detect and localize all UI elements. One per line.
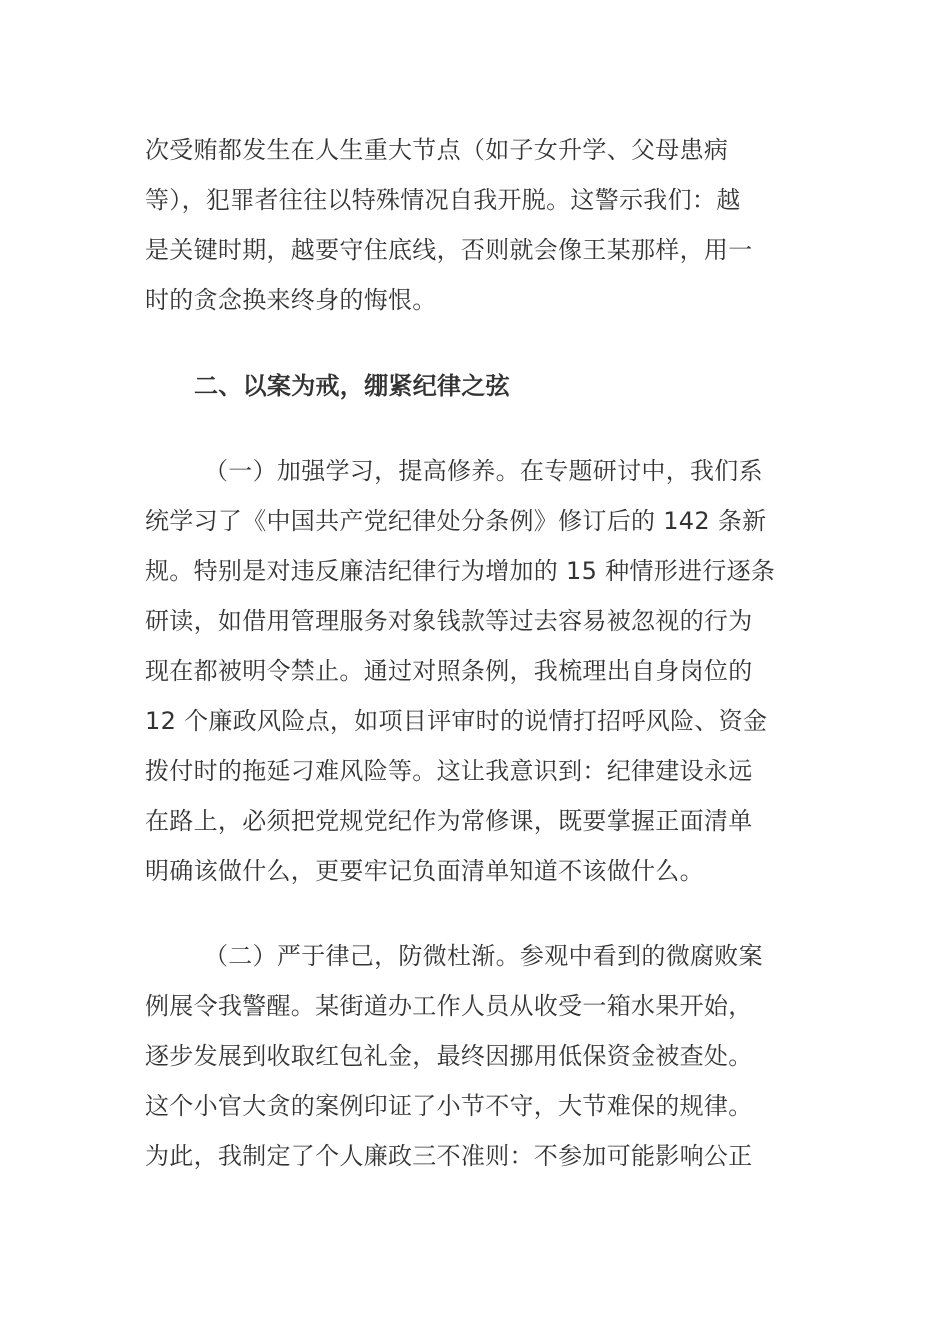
para3-line-2: 例展令我警醒。某街道办工作人员从收受一箱水果开始， bbox=[145, 992, 753, 1020]
para1-line-4: 时的贪念换来终身的悔恨。 bbox=[145, 286, 437, 314]
para3-line-5: 为此，我制定了个人廉政三不准则：不参加可能影响公正 bbox=[145, 1142, 753, 1170]
para2-line-6: 12 个廉政风险点，如项目评审时的说情打招呼风险、资金 bbox=[145, 707, 768, 735]
para3-line-1: （二）严于律己，防微杜渐。参观中看到的微腐败案 bbox=[204, 942, 763, 970]
para2-line-7: 拨付时的拖延刁难风险等。这让我意识到：纪律建设永远 bbox=[145, 757, 753, 785]
para2-line-2: 统学习了《中国共产党纪律处分条例》修订后的 142 条新 bbox=[145, 507, 767, 535]
section-heading: 二、以案为戒，绷紧纪律之弦 bbox=[194, 372, 510, 400]
para1-line-1: 次受贿都发生在人生重大节点（如子女升学、父母患病 bbox=[145, 136, 729, 164]
para2-line-9: 明确该做什么，更要牢记负面清单知道不该做什么。 bbox=[145, 857, 704, 885]
para3-line-3: 逐步发展到收取红包礼金，最终因挪用低保资金被查处。 bbox=[145, 1042, 753, 1070]
para3-line-4: 这个小官大贪的案例印证了小节不守，大节难保的规律。 bbox=[145, 1092, 753, 1120]
para2-line-4: 研读，如借用管理服务对象钱款等过去容易被忽视的行为 bbox=[145, 607, 753, 635]
para2-line-8: 在路上，必须把党规党纪作为常修课，既要掌握正面清单 bbox=[145, 807, 753, 835]
para2-line-3: 规。特别是对违反廉洁纪律行为增加的 15 种情形进行逐条 bbox=[145, 557, 776, 585]
para2-line-1: （一）加强学习，提高修养。在专题研讨中，我们系 bbox=[204, 457, 763, 485]
para2-line-5: 现在都被明令禁止。通过对照条例，我梳理出自身岗位的 bbox=[145, 657, 753, 685]
para1-line-2: 等），犯罪者往往以特殊情况自我开脱。这警示我们：越 bbox=[145, 186, 741, 214]
para1-line-3: 是关键时期，越要守住底线，否则就会像王某那样，用一 bbox=[145, 236, 753, 264]
